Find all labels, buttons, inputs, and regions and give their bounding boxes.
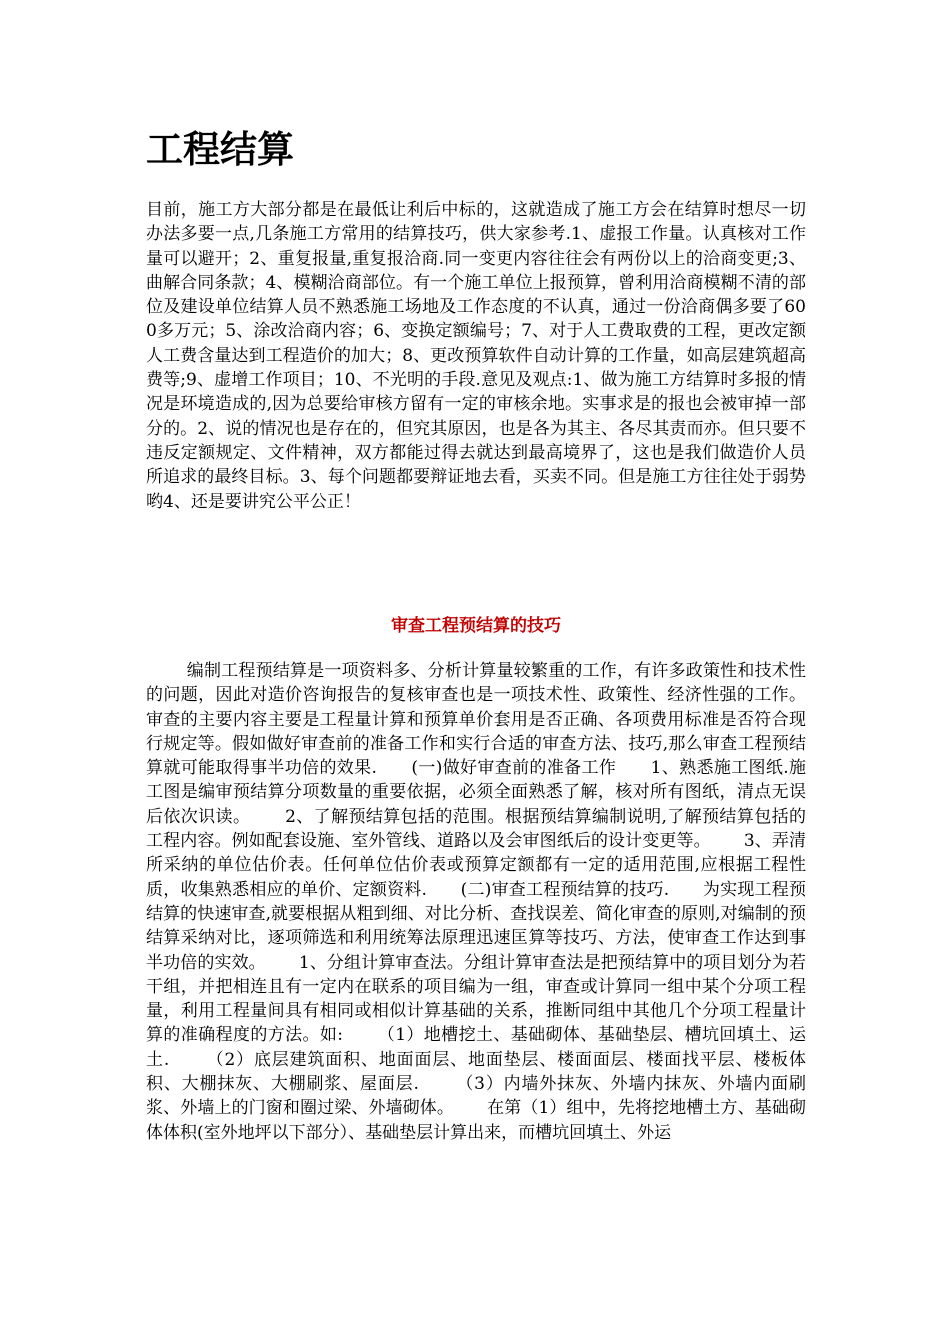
section-body-paragraph: 编制工程预结算是一项资料多、分析计算量较繁重的工作，有许多政策性和技术性的问题，因此对造价咨询报告的复核审查也是一项技术性、政策性、经济性强的工作。审查的主要内容主要是工程量计算和预算单价套用是否正确、各项费用标准是否符合现行规定等。假如做好审查前的准备工作和实行合适的审查方法、技巧,那么审查工程预结算就可能取得事半功倍的效果. (一)做好审查前的准备工作 1、熟悉施工图纸.施工图是编审预结算分项数量的重要依据，必须全面熟悉了解，核对所有图纸，清点无误后依次识读。 2、了解预结算包括的范围。根据预结算编制说明,了解预结算包括的工程内容。例如配套设施、室外管线、道路以及会审图纸后的设计变更等。 3、弄清所采纳的单位估价表。任何单位估价表或预算定额都有一定的适用范围,应根据工程性质，收集熟悉相应的单价、定额资料. (二)审查工程预结算的技巧. 为实现工程预结算的快速审查,就要根据从粗到细、对比分析、查找误差、简化审查的原则,对编制的预结算采纳对比，逐项筛选和利用统筹法原理迅速匡算等技巧、方法，使审查工作达到事半功倍的实效。 1、分组计算审查法。分组计算审查法是把预结算中的项目划分为若干组，并把相连且有一定内在联系的项目编为一组，审查或计算同一组中某个分项工程量，利用工程量间具有相同或相似计算基础的关系，推断同组中其他几个分项工程量计算的准确程度的方法。如: （1）地槽挖土、基础砌体、基础垫层、槽坑回填土、运土. （2）底层建筑面积、地面面层、地面垫层、楼面面层、楼面找平层、楼板体积、大棚抹灰、大棚刷浆、屋面层. （3）内墙外抹灰、外墙内抹灰、外墙内面刷浆、外墙上的门窗和圈过梁、外墙砌体。 在第（1）组中，先将挖地槽土方、基础砌体体积(室外地坪以下部分）、基础垫层计算出来，而槽坑回填土、外运: [146, 661, 806, 1143]
document-title: 工程结算: [146, 128, 294, 171]
section-title: 审查工程预结算的技巧: [391, 616, 561, 636]
intro-paragraph: 目前，施工方大部分都是在最低让利后中标的，这就造成了施工方会在结算时想尽一切办法多要一点,几条施工方常用的结算技巧，供大家参考.1、虚报工作量。认真核对工作量可以避开；2、重复报量,重复报洽商.同一变更内容往往会有两份以上的洽商变更;3、曲解合同条款；4、模糊洽商部位。有一个施工单位上报预算，曾利用洽商模糊不清的部位及建设单位结算人员不熟悉施工场地及工作态度的不认真，通过一份洽商偶多要了600多万元；5、涂改洽商内容；6、变换定额编号；7、对于人工费取费的工程，更改定额人工费含量达到工程造价的加大；8、更改预算软件自动计算的工作量，如高层建筑超高费等;9、虚增工作项目；10、不光明的手段.意见及观点:1、做为施工方结算时多报的情况是环境造成的,因为总要给审核方留有一定的审核余地。实事求是的报也会被审掉一部分的。2、说的情况也是存在的，但究其原因，也是各为其主、各尽其责而亦。但只要不违反定额规定、文件精神，双方都能过得去就达到最高境界了，这也是我们做造价人员所追求的最终目标。3、每个问题都要辩证地去看，买卖不同。但是施工方往往处于弱势哟4、还是要讲究公平公正！: [146, 200, 806, 512]
